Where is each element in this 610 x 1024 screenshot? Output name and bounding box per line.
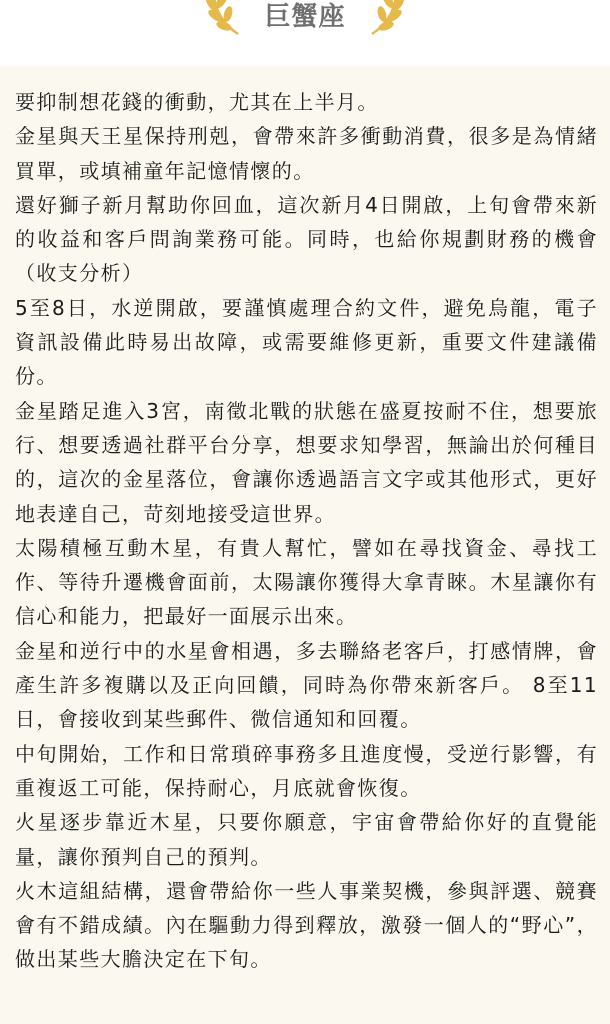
article-paragraph: 還好獅子新月幫助你回血，這次新月4日開啟，上旬會帶來新的收益和客戶問詢業務可能。同時，也給你規劃財務的機會（收支分析） — [15, 192, 598, 286]
laurel-right-icon — [362, 0, 412, 38]
article-paragraph: 金星和逆行中的水星會相遇，多去聯絡老客戶，打感情牌，會產生許多複購以及正向回饋，同時為你帶來新客戶。 8至11日，會接收到某些郵件、微信通知和回覆。 — [15, 638, 598, 732]
article-paragraph: 太陽積極互動木星，有貴人幫忙，譬如在尋找資金、尋找工作、等待升遷機會面前，太陽讓你獲得大拿青睞。木星讓你有信心和能力，把最好一面展示出來。 — [15, 535, 598, 629]
article-paragraph: 火木這組結構，還會帶給你一些人事業契機，參與評選、競賽會有不錯成績。內在驅動力得到釋放，激發一個人的“野心”，做出某些大膽決定在下旬。 — [15, 878, 598, 972]
article-paragraph: 中旬開始，工作和日常瑣碎事務多且進度慢，受逆行影響，有重複返工可能，保持耐心，月底就會恢復。 — [15, 741, 598, 800]
header — [0, 0, 610, 66]
article-paragraph: 金星踏足進入3宮，南徵北戰的狀態在盛夏按耐不住，想要旅行、想要透過社群平台分享，想要求知學習，無論出於何種目的，這次的金星落位，會讓你透過語言文字或其他形式，更好地表達自己，苛刻地接受這世界。 — [15, 398, 598, 526]
page-title: 巨蟹座 — [264, 2, 346, 32]
article-panel — [0, 66, 610, 1024]
article-paragraph: 5至8日，水逆開啟，要謹慎處理合約文件，避免烏龍，電子資訊設備此時易出故障，或需要維修更新，重要文件建議備份。 — [15, 295, 598, 389]
article-body — [0, 66, 610, 977]
article-paragraph: 金星與天王星保持刑剋，會帶來許多衝動消費，很多是為情緒買單，或填補童年記憶情懷的。 — [15, 124, 598, 183]
article-paragraph: 要抑制想花錢的衝動，尤其在上半月。 — [15, 90, 379, 114]
article-paragraph: 火星逐步靠近木星，只要你願意，宇宙會帶給你好的直覺能量，讓你預判自己的預判。 — [15, 810, 598, 869]
